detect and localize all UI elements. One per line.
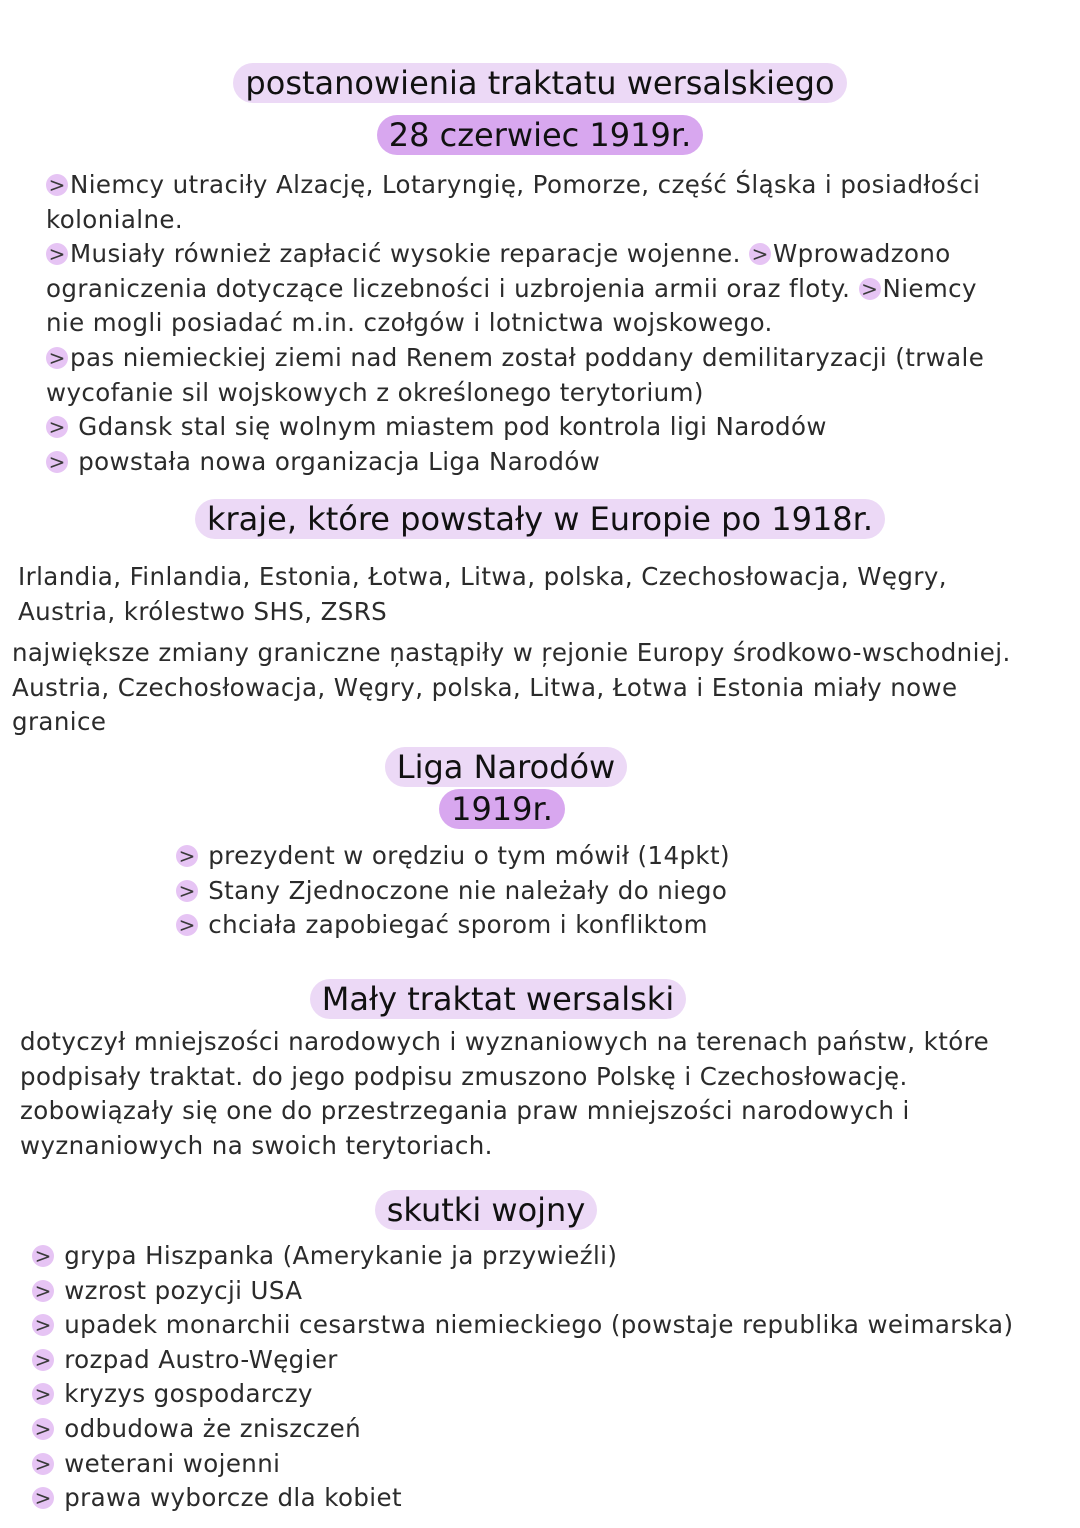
bullet-icon xyxy=(32,1453,54,1475)
paragraph-line: zobowiązały się one do przestrzegania praw mniejszości narodowych i xyxy=(20,1096,910,1126)
treaty-line: >Niemcy utraciły Alzację, Lotaryngię, Pomorze, część Śląska i posiadłości xyxy=(46,168,984,203)
bullet-icon xyxy=(32,1349,54,1371)
treaty-line: > Gdansk stal się wolnym miastem pod kontrola ligi Narodów xyxy=(46,410,984,445)
bullet-icon xyxy=(32,1383,54,1405)
league-date: 1919r. xyxy=(0,789,1042,829)
paragraph-line: podpisały traktat. do jego podpisu zmuszono Polskę i Czechosłowację. xyxy=(20,1061,908,1091)
list-item: > odbudowa że zniszczeń xyxy=(32,1412,1013,1447)
bullet-icon xyxy=(749,243,771,265)
countries-line: Austria, królestwo SHS, ZSRS xyxy=(18,596,388,626)
bullet-icon xyxy=(46,416,68,438)
list-item: > rozpad Austro-Węgier xyxy=(32,1343,1013,1378)
changes-line: największe zmiany graniczne ņastąpiły w ŗejonie Europy środkowo-wschodniej. xyxy=(12,638,1011,667)
bullet-icon xyxy=(32,1487,54,1509)
treaty-line: kolonialne. xyxy=(46,204,184,234)
treaty-line: nie mogli posiadać m.in. czołgów i lotnictwa wojskowego. xyxy=(46,308,773,338)
countries-list xyxy=(18,560,947,629)
bullet-icon xyxy=(32,1280,54,1302)
league-points xyxy=(176,839,730,943)
list-item: > prawa wyborcze dla kobiet xyxy=(32,1481,1013,1516)
treaty-line: >pas niemieckiej ziemi nad Renem został poddany demilitaryzacji (trwale xyxy=(46,341,984,376)
list-item: > kryzys gospodarczy xyxy=(32,1377,1013,1412)
bullet-icon xyxy=(176,880,198,902)
small-treaty-text xyxy=(20,1025,989,1163)
list-item: > upadek monarchii cesarstwa niemieckiego (powstaje republika weimarska) xyxy=(32,1308,1013,1343)
treaty-title: postanowienia traktatu wersalskiego xyxy=(0,63,1080,103)
bullet-icon xyxy=(46,451,68,473)
list-item: > weterani wojenni xyxy=(32,1447,1013,1482)
treaty-points xyxy=(46,168,984,479)
treaty-line: > powstała nowa organizacja Liga Narodów xyxy=(46,445,984,480)
paragraph-line: wyznaniowych na swoich terytoriach. xyxy=(20,1130,493,1160)
effects-list xyxy=(32,1239,1013,1516)
bullet-icon xyxy=(859,278,881,300)
bullet-icon xyxy=(32,1418,54,1440)
countries-title: kraje, które powstały w Europie po 1918r. xyxy=(0,499,1080,539)
list-item: > prezydent w orędziu o tym mówił (14pkt) xyxy=(176,839,730,874)
list-item: > Stany Zjednoczone nie należały do niego xyxy=(176,874,730,909)
list-item: > chciała zapobiegać sporom i konfliktom xyxy=(176,908,730,943)
small-treaty-title: Mały traktat wersalski xyxy=(0,979,1038,1019)
league-title: Liga Narodów xyxy=(0,747,1046,787)
bullet-icon xyxy=(46,347,68,369)
changes-line: granice xyxy=(12,707,107,737)
bullet-icon xyxy=(32,1314,54,1336)
countries-line: Irlandia, Finlandia, Estonia, Łotwa, Litwa, polska, Czechosłowacja, Węgry, xyxy=(18,562,947,591)
paragraph-line: dotyczył mniejszości narodowych i wyznaniowych na terenach państw, które xyxy=(20,1027,990,1056)
bullet-icon xyxy=(32,1245,54,1267)
list-item: > wzrost pozycji USA xyxy=(32,1274,1013,1309)
effects-title: skutki wojny xyxy=(0,1190,1026,1230)
treaty-line: wycofanie sil wojskowych z określonego terytorium) xyxy=(46,377,704,407)
bullet-icon xyxy=(176,914,198,936)
list-item: > grypa Hiszpanka (Amerykanie ja przywieźli) xyxy=(32,1239,1013,1274)
bullet-icon xyxy=(176,845,198,867)
treaty-line: >Musiały również zapłacić wysokie reparacje wojenne. > Wprowadzono xyxy=(46,237,984,272)
bullet-icon xyxy=(46,174,68,196)
changes-line: Austria, Czechosłowacja, Węgry, polska, Litwa, Łotwa i Estonia miały nowe xyxy=(12,672,958,702)
bullet-icon xyxy=(46,243,68,265)
border-changes xyxy=(12,636,1011,740)
treaty-line: ograniczenia dotyczące liczebności i uzbrojenia armii oraz floty. > Niemcy xyxy=(46,272,984,307)
treaty-date: 28 czerwiec 1919r. xyxy=(0,115,1080,155)
